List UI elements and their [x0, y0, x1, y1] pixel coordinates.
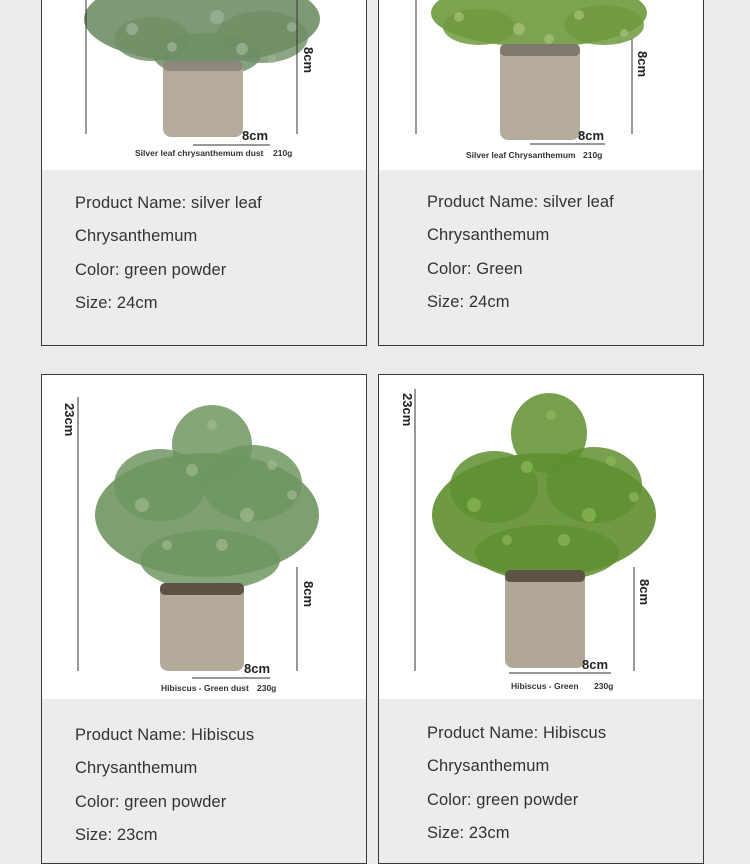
pot-height-label: 8cm	[301, 581, 316, 608]
product-name-line-2: Chrysanthemum	[427, 757, 550, 776]
height-label: 23cm	[62, 403, 77, 437]
plant-illustration	[379, 375, 703, 699]
color-line: Color: green powder	[75, 260, 227, 279]
color-line: Color: Green	[427, 259, 523, 278]
plant-illustration	[42, 375, 366, 699]
product-info	[75, 719, 254, 852]
pot	[505, 570, 585, 668]
product-photo	[42, 375, 366, 699]
size-line: Size: 23cm	[427, 823, 510, 842]
pot-height-label: 8cm	[301, 47, 316, 74]
product-name-line: Product Name: silver leaf	[75, 194, 262, 212]
color-line: Color: green powder	[75, 792, 227, 811]
product-card-silver-leaf-dust	[41, 0, 367, 346]
product-photo	[379, 375, 703, 699]
pot	[500, 44, 580, 140]
caption-weight: 210g	[273, 148, 293, 158]
product-photo	[379, 0, 703, 170]
pot	[160, 583, 244, 671]
caption-weight: 230g	[257, 683, 277, 693]
product-name-line-2: Chrysanthemum	[427, 226, 550, 245]
width-label: 8cm	[244, 661, 271, 676]
product-photo	[42, 0, 366, 170]
pot-height-label: 8cm	[637, 579, 652, 606]
plant-illustration	[379, 0, 703, 170]
width-label: 8cm	[578, 128, 605, 143]
foliage	[432, 393, 656, 581]
caption-weight: 210g	[583, 150, 603, 160]
product-name-line-2: Chrysanthemum	[75, 759, 198, 778]
foliage	[431, 0, 647, 47]
width-label: 8cm	[242, 128, 269, 143]
product-info	[427, 717, 606, 850]
caption-weight: 230g	[594, 681, 614, 691]
pot-height-label: 8cm	[635, 51, 650, 78]
height-label: 23cm	[400, 393, 415, 427]
size-line: Size: 24cm	[427, 292, 510, 311]
product-card-hibiscus-green-dust	[41, 374, 367, 864]
size-line: Size: 23cm	[75, 825, 158, 844]
caption-name: Silver leaf Chrysanthemum	[466, 150, 576, 160]
product-name-line: Product Name: Hibiscus	[75, 726, 255, 744]
product-name-line: Product Name: Hibiscus	[427, 724, 607, 742]
foliage	[95, 405, 319, 590]
plant-illustration	[42, 0, 366, 170]
product-name-line: Product Name: silver leaf	[427, 193, 614, 211]
caption-name: Silver leaf chrysanthemum dust	[135, 148, 264, 158]
product-card-silver-leaf-green	[378, 0, 704, 346]
pot	[163, 61, 243, 137]
size-line: Size: 24cm	[75, 293, 158, 312]
caption-name: Hibiscus - Green dust	[161, 683, 249, 693]
caption-name: Hibiscus - Green	[511, 681, 579, 691]
product-info	[427, 186, 614, 319]
color-line: Color: green powder	[427, 790, 579, 809]
product-card-hibiscus-green	[378, 374, 704, 864]
product-info	[75, 187, 262, 320]
product-name-line-2: Chrysanthemum	[75, 227, 198, 246]
width-label: 8cm	[582, 657, 609, 672]
